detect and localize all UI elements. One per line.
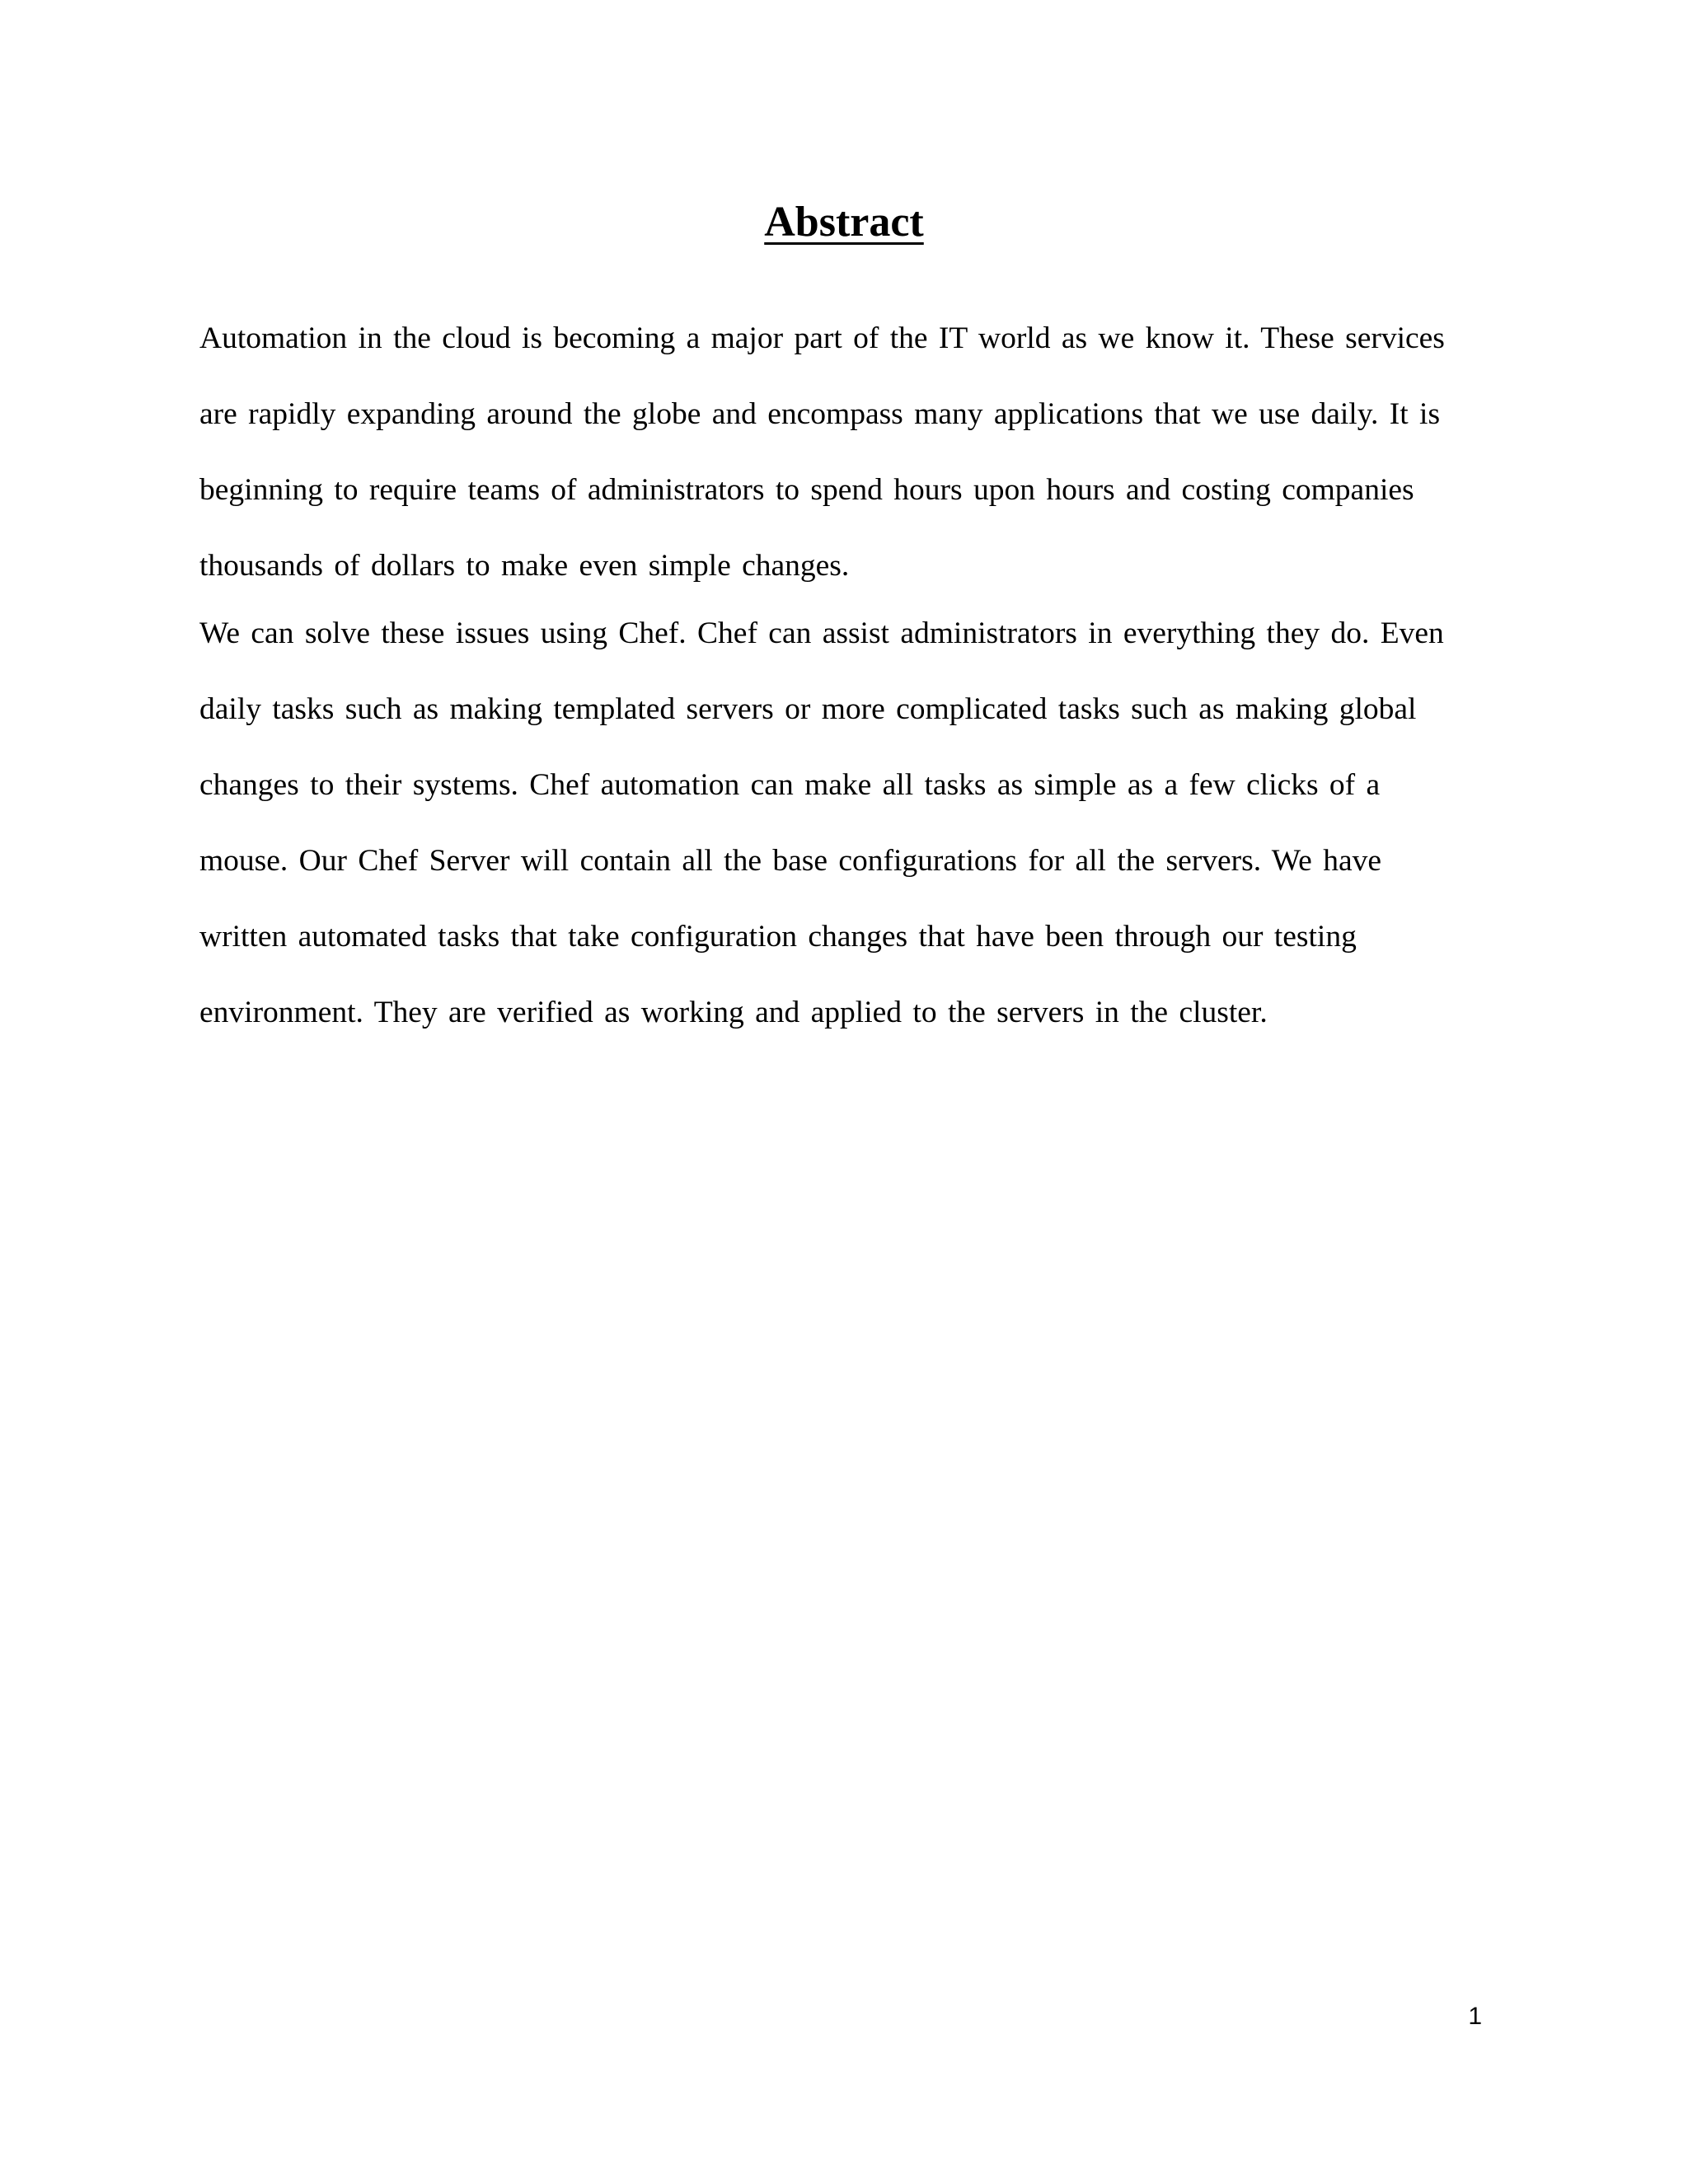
text-line: mouse. Our Chef Server will contain all the base configurations for all the servers. We have — [199, 844, 1381, 878]
page-title: Abstract — [764, 199, 924, 246]
text-line: daily tasks such as making templated servers or more complicated tasks such as making global — [199, 692, 1417, 726]
text-line: beginning to require teams of administrators to spend hours upon hours and costing companies — [199, 473, 1414, 507]
abstract-body — [199, 301, 1493, 1051]
text-line: environment. They are verified as working and applied to the servers in the cluster. — [199, 996, 1268, 1029]
text-line: thousands of dollars to make even simple changes. — [199, 549, 850, 583]
text-line: written automated tasks that take configuration changes that have been through our testing — [199, 920, 1357, 954]
text-line: changes to their systems. Chef automation can make all tasks as simple as a few clicks of a — [199, 768, 1381, 802]
text-line: We can solve these issues using Chef. Chef can assist administrators in everything they do. Even — [199, 616, 1444, 650]
text-line: are rapidly expanding around the globe and encompass many applications that we use daily. It is — [199, 397, 1441, 431]
text-line: Automation in the cloud is becoming a major part of the IT world as we know it. These services — [199, 321, 1445, 355]
page-number: 1 — [1468, 2003, 1482, 2030]
